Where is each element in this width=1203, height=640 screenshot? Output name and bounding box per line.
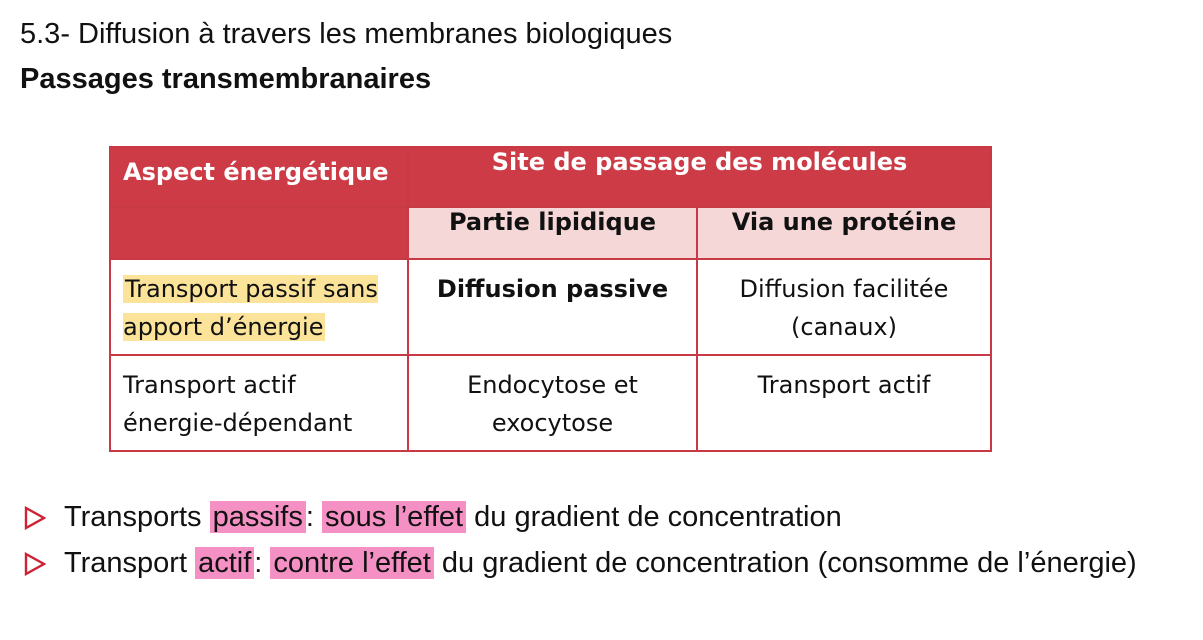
bullet-list	[22, 500, 1192, 592]
bullet-item	[22, 500, 1192, 535]
table-row	[110, 355, 991, 451]
highlight-sous-effet: sous l’effet	[322, 501, 466, 533]
cell-transport-actif-line2: énergie-dépendant	[123, 409, 353, 437]
cell-transport-passif	[110, 259, 408, 355]
table-subheader-row	[110, 207, 991, 259]
cell-endocytose-line1: Endocytose et	[467, 371, 638, 399]
header-aspect-fill	[110, 207, 408, 259]
cell-diffusion-facilitee	[697, 259, 991, 355]
subheader-via-proteine: Via une protéine	[697, 207, 991, 259]
table-row	[110, 259, 991, 355]
triangle-right-icon	[24, 552, 46, 576]
bullet-text: Transports	[64, 501, 210, 533]
cell-diffusion-passive: Diffusion passive	[408, 259, 697, 355]
slide-heading: 5.3- Diffusion à travers les membranes biologiques	[20, 18, 673, 50]
header-aspect-energetique: Aspect énergétique	[110, 147, 408, 207]
highlight-contre-effet: contre l’effet	[270, 547, 433, 579]
bullet-text: du gradient de concentration (consomme de l’énergie)	[433, 547, 1137, 579]
cell-endocytose-line2: exocytose	[491, 409, 614, 437]
highlight-transport-passif: Transport passif sans apport d’énergie	[123, 275, 378, 341]
bullet-text: :	[305, 501, 322, 533]
subheader-partie-lipidique: Partie lipidique	[408, 207, 697, 259]
triangle-right-icon	[24, 506, 46, 530]
highlight-actif: actif	[195, 547, 254, 579]
table-header-row	[110, 147, 991, 207]
bullet-text: Transport	[64, 547, 196, 579]
bullet-item	[22, 546, 1192, 581]
cell-transport-actif-protein: Transport actif	[697, 355, 991, 451]
bullet-text: du gradient de concentration	[466, 501, 842, 533]
highlight-passifs: passifs	[210, 501, 306, 533]
bullet-text: :	[254, 547, 271, 579]
slide-subheading: Passages transmembranaires	[20, 63, 432, 95]
header-site-de-passage: Site de passage des molécules	[408, 147, 991, 207]
cell-transport-actif-line1: Transport actif	[123, 371, 296, 399]
cell-transport-actif-aspect	[110, 355, 408, 451]
cell-diffusion-facilitee-line1: Diffusion facilitée	[739, 275, 949, 303]
cell-endocytose	[408, 355, 697, 451]
cell-diffusion-facilitee-line2: (canaux)	[791, 313, 897, 341]
transport-table	[109, 146, 992, 452]
